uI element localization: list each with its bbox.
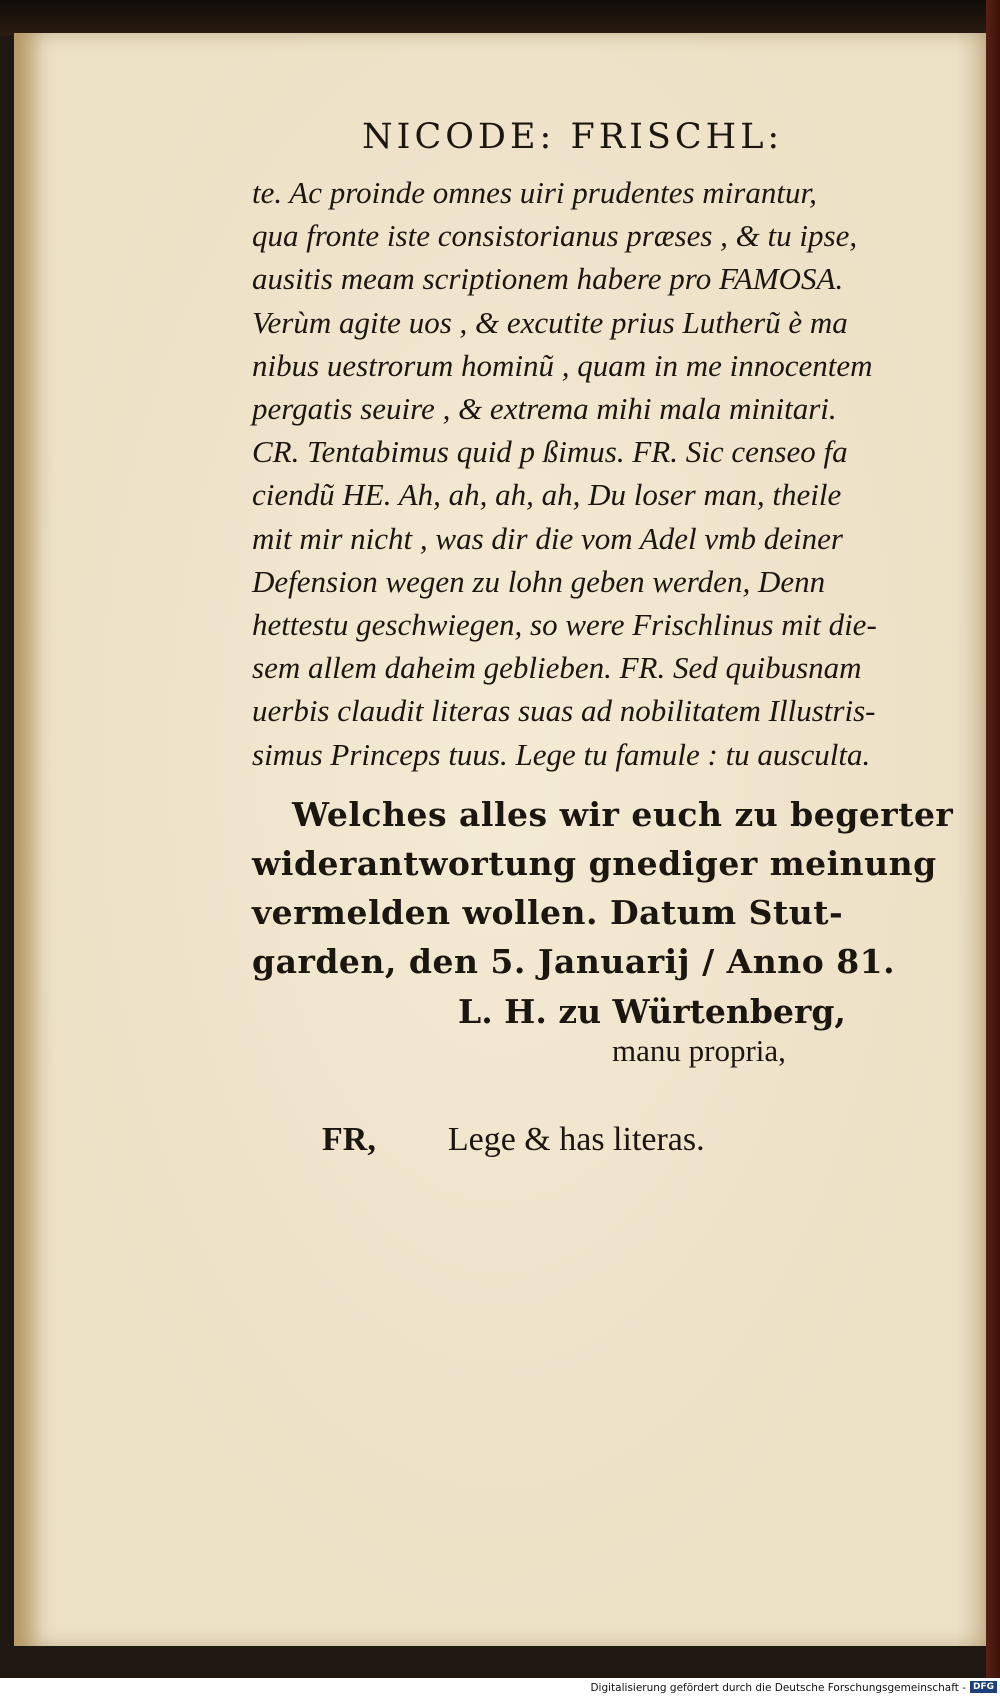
manu-propria: manu propria, xyxy=(612,1032,786,1068)
running-head: NICODE: FRISCHL: xyxy=(362,117,784,157)
top-shadow xyxy=(0,0,1000,36)
closing-text: Lege & has literas. xyxy=(447,1120,705,1158)
latin-passage xyxy=(252,171,970,776)
text-line: te. Ac proinde omnes uiri prudentes mirantur, xyxy=(252,175,817,210)
page-text-block xyxy=(252,117,970,1159)
funding-credit: Digitalisierung gefördert durch die Deutsche Forschungsgemeinschaft - xyxy=(590,1682,966,1694)
text-line: Welches alles wir euch zu begerter xyxy=(292,794,954,834)
text-line: simus Princeps tuus. Lege tu famule : tu ausculta. xyxy=(252,736,871,772)
text-line: mit mir nicht , was dir die vom Adel vmb deiner xyxy=(252,520,843,556)
book-edge xyxy=(986,0,1000,1698)
text-line: ausitis meam scriptionem habere pro FAMOSA. xyxy=(252,261,844,297)
text-line: garden, den 5. Januarij / Anno 81. xyxy=(252,941,896,981)
text-line: uerbis claudit literas suas ad nobilitatem Illustris- xyxy=(252,693,876,729)
text-line: CR. Tentabimus quid p ßimus. FR. Sic censeo fa xyxy=(252,434,848,470)
text-line: Defension wegen zu lohn geben werden, Denn xyxy=(252,563,826,599)
dfg-logo: DFG xyxy=(970,1681,997,1693)
text-line: ciendũ HE. Ah, ah, ah, ah, Du loser man, theile xyxy=(252,477,842,513)
text-line: vermelden wollen. Datum Stut- xyxy=(252,892,844,932)
closing-line xyxy=(322,1121,970,1159)
text-line: pergatis seuire , & extrema mihi mala minitari. xyxy=(252,391,837,427)
signature-line: L. H. zu Würtenberg, xyxy=(458,991,846,1031)
text-line: nibus uestrorum hominũ , quam in me innocentem xyxy=(252,347,873,383)
digitization-footer xyxy=(0,1678,1000,1698)
text-line: qua fronte iste consistorianus præses , & tu ipse, xyxy=(252,218,858,254)
speaker-label: FR, xyxy=(322,1120,376,1158)
text-line: hettestu geschwiegen, so were Frischlinus mit die- xyxy=(252,607,877,643)
book-page xyxy=(14,33,986,1646)
text-line: Verùm agite uos , & excutite prius Lutherũ è ma xyxy=(252,304,848,340)
page-gutter xyxy=(14,33,42,1646)
german-passage xyxy=(252,790,970,986)
text-line: sem allem daheim geblieben. FR. Sed quibusnam xyxy=(252,650,862,686)
text-line: widerantwortung gnediger meinung xyxy=(252,843,937,883)
